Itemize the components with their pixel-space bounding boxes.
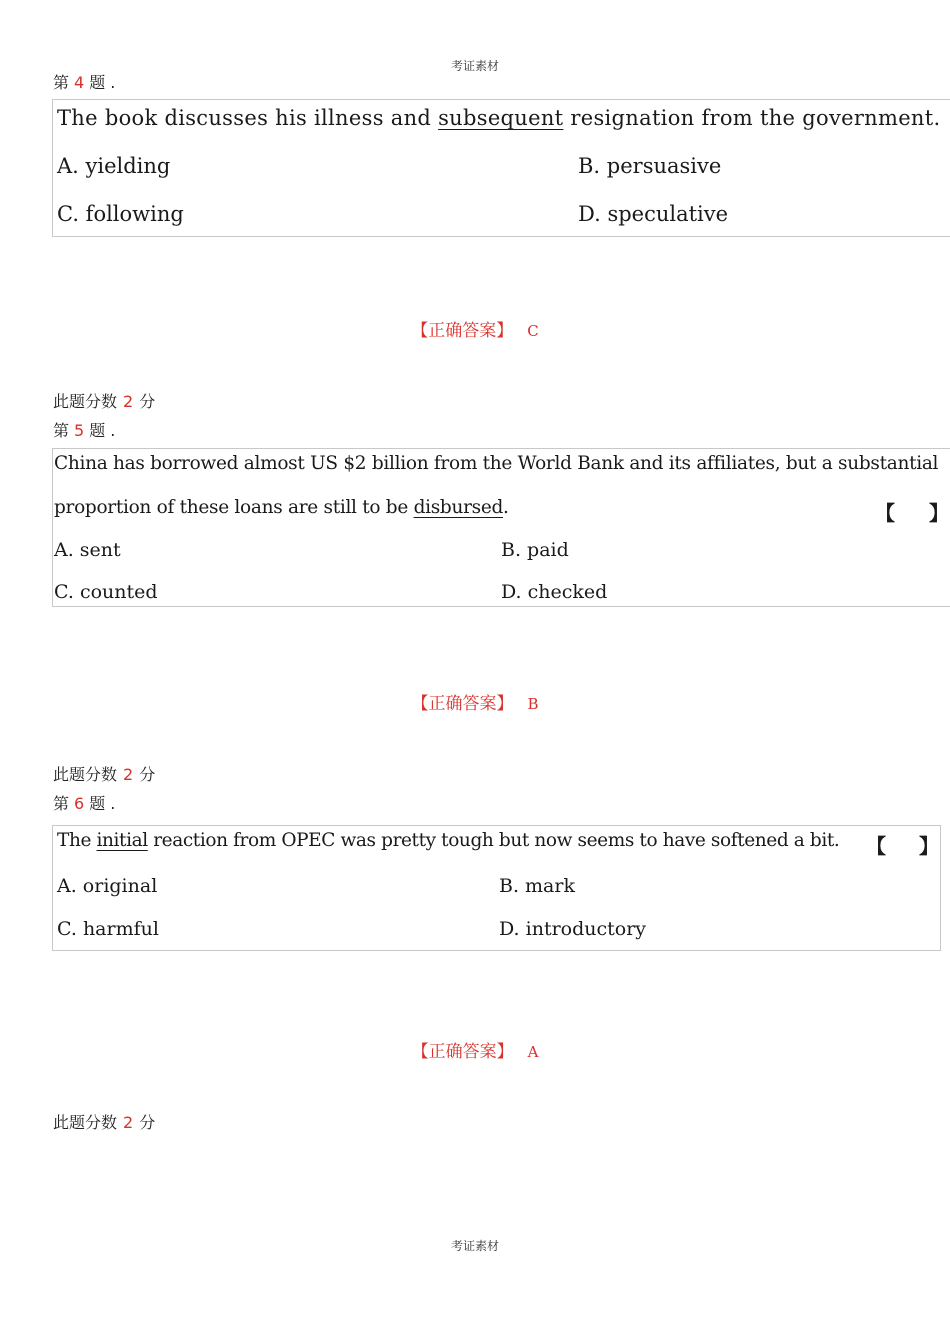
option-c: C. harmful: [57, 918, 159, 940]
option-a: A. sent: [54, 539, 121, 561]
question-4-sentence: The book discusses his illness and subsequent resignation from the government.: [57, 106, 941, 130]
underlined-word: disbursed: [413, 497, 504, 518]
underlined-word: initial: [96, 830, 148, 851]
question-5-label: 第 5 题 .: [53, 421, 116, 440]
answer-5: 【正确答案】 B: [411, 694, 539, 714]
option-a: A. original: [57, 875, 158, 897]
header-watermark: 考证素材: [450, 59, 499, 73]
answer-bracket-open: 【: [866, 834, 886, 858]
question-4-label: 第 4 题 .: [53, 73, 116, 92]
question-5-line2: proportion of these loans are still to be disbursed.: [54, 497, 509, 518]
answer-4: 【正确答案】 C: [411, 321, 539, 341]
answer-letter: B: [527, 695, 539, 713]
answer-6: 【正确答案】 A: [411, 1042, 539, 1062]
option-d: D. speculative: [578, 202, 729, 226]
answer-letter: C: [527, 322, 539, 340]
question-6-label: 第 6 题 .: [53, 794, 116, 813]
footer-watermark: 考证素材: [450, 1239, 499, 1253]
score-6: 此题分数 2 分: [53, 1113, 156, 1132]
option-d: D. checked: [501, 581, 608, 603]
answer-bracket-open: 【: [875, 501, 895, 525]
answer-bracket-close: 】: [929, 501, 949, 525]
question-5-line1: China has borrowed almost US $2 billion from the World Bank and its affiliates, but a substantial: [54, 453, 939, 474]
score-4: 此题分数 2 分: [53, 392, 156, 411]
score-5: 此题分数 2 分: [53, 765, 156, 784]
option-b: B. persuasive: [578, 154, 722, 178]
option-b: B. paid: [501, 539, 569, 561]
underlined-word: subsequent: [438, 106, 564, 130]
option-b: B. mark: [499, 875, 575, 897]
answer-bracket-close: 】: [919, 834, 939, 858]
option-d: D. introductory: [499, 918, 647, 940]
question-4-box: [52, 99, 950, 237]
answer-letter: A: [527, 1043, 539, 1061]
question-5-box: [52, 448, 950, 607]
question-6-sentence: The initial reaction from OPEC was pretty tough but now seems to have softened a bit.: [57, 830, 840, 851]
question-6-box: [52, 825, 941, 951]
option-a: A. yielding: [57, 154, 171, 178]
option-c: C. following: [57, 202, 184, 226]
question-number: 6: [74, 794, 85, 813]
question-number: 5: [74, 421, 85, 440]
option-c: C. counted: [54, 581, 158, 603]
question-number: 4: [74, 73, 85, 92]
